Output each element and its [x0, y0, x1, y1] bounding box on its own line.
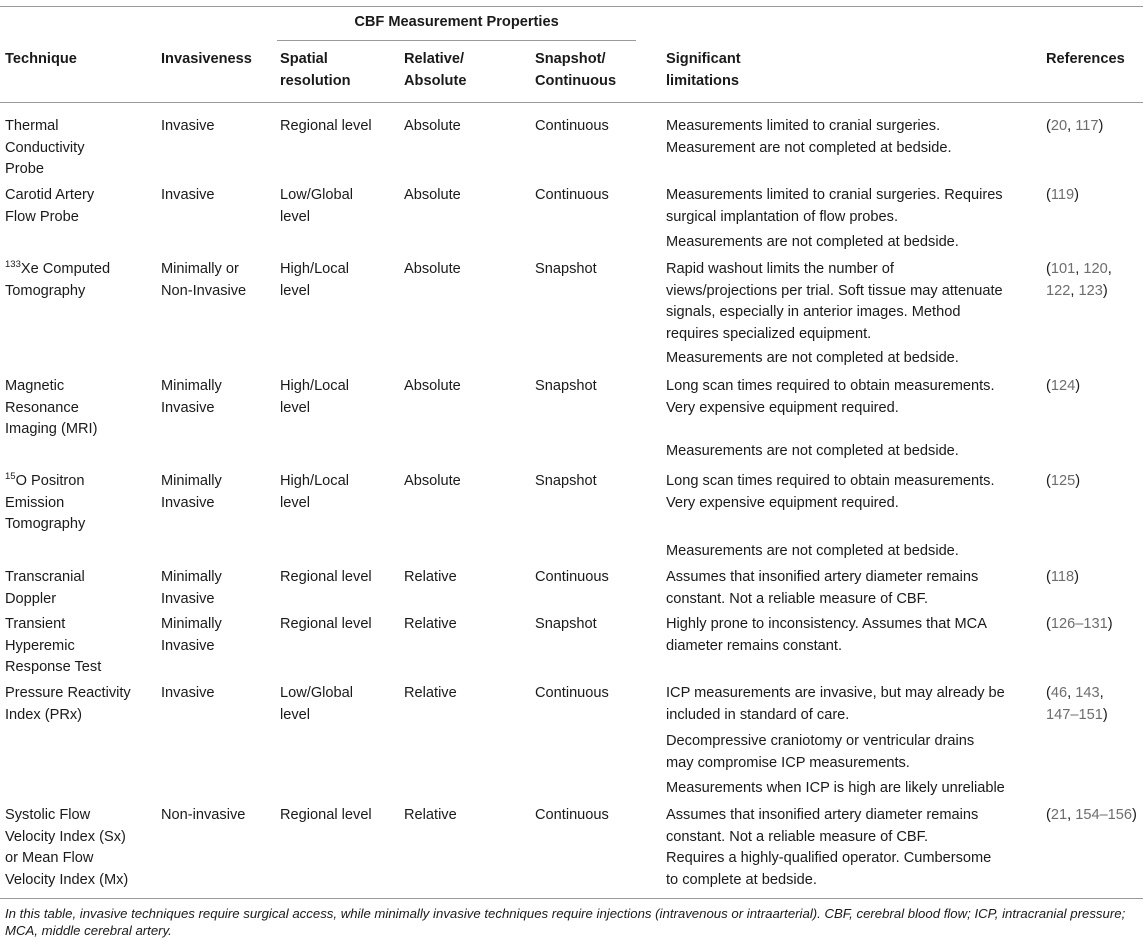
technique-cell: Thermal [5, 118, 59, 134]
limitation-line: diameter remains constant. [666, 637, 843, 654]
limitation-line: Assumes that insonified artery diameter remains [666, 569, 979, 585]
header-bottom-rule [0, 102, 1143, 103]
technique-cell: Imaging (MRI) [5, 421, 98, 437]
technique-cell: Emission [5, 494, 65, 511]
references-cell: 122, 123) [1046, 282, 1108, 299]
references-cell: (101, 120, [1046, 261, 1112, 277]
relative-absolute-cell: Absolute [404, 261, 461, 277]
limitation-line: Measurements limited to cranial surgeries. [666, 118, 941, 134]
header-line: Spatial [280, 51, 328, 67]
limitation-line: Long scan times required to obtain measurements. [666, 473, 995, 489]
limitation-line: Measurement are not completed at bedside. [666, 139, 952, 156]
header-references: References [1046, 51, 1125, 67]
invasiveness-cell: Invasive [161, 399, 215, 416]
references-cell: (21, 154–156) [1046, 807, 1137, 823]
snapshot-continuous-cell: Snapshot [535, 378, 597, 394]
snapshot-continuous-cell: Snapshot [535, 473, 597, 489]
references-cell: (125) [1046, 473, 1081, 489]
technique-cell: Response Test [5, 659, 102, 675]
header-snapshot-continuous [535, 49, 616, 92]
reference-link[interactable]: 119 [1050, 187, 1075, 203]
limitation-line: ICP measurements are invasive, but may already be [666, 685, 1005, 701]
spatial-resolution-cell: Regional level [280, 616, 372, 632]
invasiveness-cell: Minimally [161, 473, 222, 489]
limitation-line: Very expensive equipment required. [666, 494, 899, 511]
reference-link[interactable]: 46 [1050, 685, 1068, 701]
limitation-line: Measurements are not completed at bedside. [666, 443, 959, 459]
group-header: CBF Measurement Properties [354, 14, 559, 30]
technique-cell: Flow Probe [5, 208, 79, 225]
limitation-line: surgical implantation of flow probes. [666, 208, 898, 225]
references-cell: (124) [1046, 378, 1081, 394]
limitation-line: signals, especially in anterior images. Method [666, 304, 961, 320]
group-header-rule [277, 40, 636, 41]
limitation-line: constant. Not a reliable measure of CBF. [666, 590, 929, 607]
invasiveness-cell: Invasive [161, 187, 215, 203]
invasiveness-cell: Invasive [161, 685, 215, 701]
technique-cell: $^{133}$Xe Computed [5, 259, 111, 277]
limitation-line: to complete at bedside. [666, 871, 817, 888]
header-invasiveness: Invasiveness [161, 51, 252, 67]
references-cell: (46, 143, [1046, 685, 1104, 701]
limitation-line: constant. Not a reliable measure of CBF. [666, 828, 929, 845]
relative-absolute-cell: Absolute [404, 378, 461, 394]
spatial-resolution-cell: Regional level [280, 118, 372, 134]
spatial-resolution-cell: level [280, 706, 311, 723]
reference-link[interactable]: 154–156 [1075, 807, 1133, 823]
invasiveness-cell: Non-Invasive [161, 282, 247, 299]
header-line: Snapshot/ [535, 51, 606, 67]
spatial-resolution-cell: Low/Global [280, 685, 354, 701]
limitation-line: included in standard of care. [666, 706, 850, 723]
limitation-line: requires specialized equipment. [666, 325, 872, 342]
isotope-superscript: 133 [5, 259, 21, 270]
limitation-line: Requires a highly-qualified operator. Cumbersome [666, 850, 992, 866]
references-cell: 147–151) [1046, 706, 1108, 723]
limitation-line: Very expensive equipment required. [666, 399, 899, 416]
reference-link[interactable]: 117 [1075, 118, 1099, 134]
relative-absolute-cell: Absolute [404, 118, 461, 134]
invasiveness-cell: Invasive [161, 494, 215, 511]
limitation-line: Highly prone to inconsistency. Assumes that MCA [666, 616, 987, 632]
snapshot-continuous-cell: Snapshot [535, 261, 597, 277]
reference-link[interactable]: 21 [1050, 807, 1068, 823]
header-spatial-resolution [280, 49, 351, 92]
spatial-resolution-cell: level [280, 282, 311, 299]
references-cell: (126–131) [1046, 616, 1113, 632]
relative-absolute-cell: Relative [404, 685, 457, 701]
reference-link[interactable]: 122 [1046, 282, 1071, 299]
snapshot-continuous-cell: Snapshot [535, 616, 597, 632]
technique-cell: Hyperemic [5, 637, 75, 654]
snapshot-continuous-cell: Continuous [535, 807, 609, 823]
invasiveness-cell: Minimally [161, 569, 222, 585]
technique-cell: Index (PRx) [5, 706, 83, 723]
references-cell: (119) [1046, 187, 1080, 203]
limitation-line: views/projections per trial. Soft tissue may attenuate [666, 282, 1003, 299]
technique-cell: Systolic Flow [5, 807, 91, 823]
technique-cell: Resonance [5, 399, 79, 416]
technique-cell: Velocity Index (Sx) [5, 828, 126, 845]
spatial-resolution-cell: level [280, 208, 311, 225]
snapshot-continuous-cell: Continuous [535, 118, 609, 134]
technique-cell: $^{15}$O Positron [5, 471, 85, 489]
relative-absolute-cell: Relative [404, 616, 457, 632]
header-line: limitations [666, 72, 739, 89]
header-technique: Technique [5, 51, 77, 67]
limitation-line: Measurements limited to cranial surgeries. Requires [666, 187, 1003, 203]
header-line: Absolute [404, 72, 467, 89]
relative-absolute-cell: Absolute [404, 473, 461, 489]
invasiveness-cell: Non-invasive [161, 807, 246, 823]
reference-link[interactable]: 123 [1078, 282, 1103, 299]
spatial-resolution-cell: Regional level [280, 807, 372, 823]
snapshot-continuous-cell: Continuous [535, 569, 609, 585]
limitation-line: Long scan times required to obtain measurements. [666, 378, 995, 394]
header-relative-absolute [404, 49, 466, 92]
reference-link[interactable]: 101 [1050, 261, 1076, 277]
technique-cell: Tomography [5, 516, 86, 532]
technique-cell: Tomography [5, 282, 86, 299]
technique-cell: Velocity Index (Mx) [5, 871, 129, 888]
spatial-resolution-cell: Low/Global [280, 187, 354, 203]
invasiveness-cell: Minimally or [161, 261, 239, 277]
technique-cell: Probe [5, 161, 44, 177]
isotope-superscript: 15 [5, 471, 16, 482]
header-significant-limitations [666, 49, 741, 92]
header-line: Significant [666, 51, 741, 67]
references-cell: (20, 117) [1046, 118, 1104, 134]
technique-cell: or Mean Flow [5, 850, 94, 866]
technique-cell: Conductivity [5, 139, 85, 156]
reference-link[interactable]: 125 [1050, 473, 1076, 489]
spatial-resolution-cell: High/Local [280, 261, 349, 277]
header-line: Continuous [535, 72, 617, 89]
relative-absolute-cell: Relative [404, 807, 457, 823]
limitation-line: Rapid washout limits the number of [666, 261, 894, 277]
reference-link[interactable]: 20 [1050, 118, 1068, 134]
header-line: Relative/ [404, 51, 465, 67]
technique-cell: Transient [5, 616, 66, 632]
table-footnote: In this table, invasive techniques require surgical access, while minimally invasive techniques require injections (intravenous or intraarterial). CBF, cerebral blood flow; ICP, intracranial pressure; MCA, middle cerebral artery. [5, 906, 1126, 938]
spatial-resolution-cell: High/Local [280, 378, 349, 394]
relative-absolute-cell: Relative [404, 569, 457, 585]
spatial-resolution-cell: Regional level [280, 569, 372, 585]
limitation-line: Assumes that insonified artery diameter remains [666, 807, 979, 823]
reference-link[interactable]: 124 [1050, 378, 1076, 394]
technique-cell: Doppler [5, 590, 57, 607]
limitation-line: Measurements are not completed at bedside. [666, 543, 959, 559]
snapshot-continuous-cell: Continuous [535, 685, 609, 701]
reference-link[interactable]: 118 [1050, 569, 1075, 585]
invasiveness-cell: Minimally [161, 616, 222, 632]
header-line: resolution [280, 72, 351, 89]
limitation-line: Measurements when ICP is high are likely unreliable [666, 780, 1005, 796]
relative-absolute-cell: Absolute [404, 187, 461, 203]
limitation-line: Measurements are not completed at bedside. [666, 350, 959, 366]
technique-cell: Transcranial [5, 569, 85, 585]
limitation-line: may compromise ICP measurements. [666, 754, 910, 771]
limitation-line: Measurements are not completed at bedside. [666, 234, 959, 250]
technique-cell: Pressure Reactivity [5, 685, 131, 701]
invasiveness-cell: Invasive [161, 590, 215, 607]
table-top-rule [0, 6, 1143, 7]
reference-link[interactable]: 143 [1075, 685, 1100, 701]
limitation-line: Decompressive craniotomy or ventricular drains [666, 733, 975, 749]
reference-link[interactable]: 126–131 [1050, 616, 1108, 632]
technique-cell: Magnetic [5, 378, 65, 394]
technique-cell: Carotid Artery [5, 187, 95, 203]
invasiveness-cell: Invasive [161, 637, 215, 654]
spatial-resolution-cell: level [280, 494, 311, 511]
references-cell: (118) [1046, 569, 1080, 585]
reference-link[interactable]: 147–151 [1046, 706, 1103, 723]
spatial-resolution-cell: High/Local [280, 473, 349, 489]
invasiveness-cell: Minimally [161, 378, 222, 394]
reference-link[interactable]: 120 [1083, 261, 1108, 277]
snapshot-continuous-cell: Continuous [535, 187, 609, 203]
spatial-resolution-cell: level [280, 399, 311, 416]
invasiveness-cell: Invasive [161, 118, 215, 134]
table-bottom-rule [0, 898, 1143, 899]
